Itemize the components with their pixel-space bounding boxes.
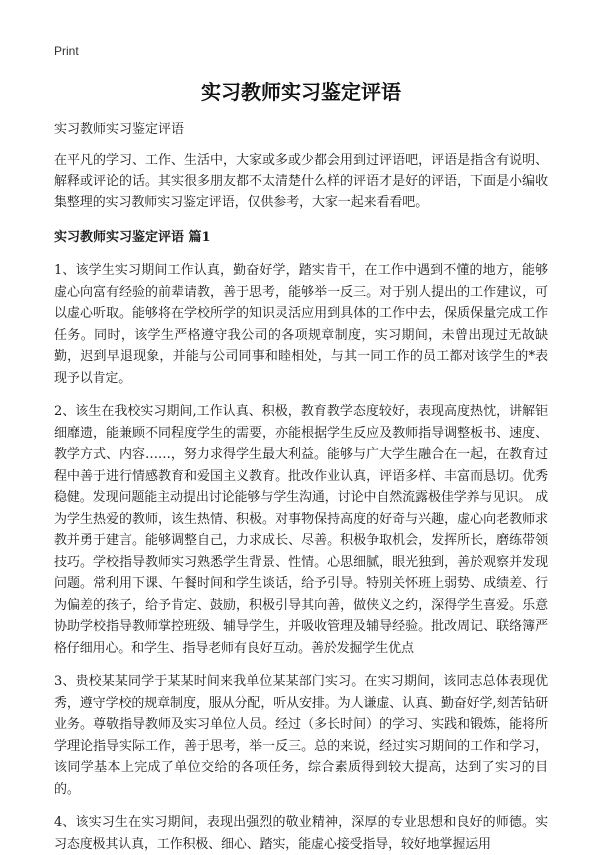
body-paragraph-2: 2、该生在我校实习期间,工作认真、积极，教育教学态度较好，表现高度热忱，讲解钜细靡遗，能兼顾不同程度学生的需要，亦能根据学生反应及教师指导调整板书、速度、教学方式、内容……，努力求得学生最大利益。能够与广大学生融合在一起，在教育过程中善于进行情感教育和爱国主义教育。批改作业认真，评语多样、丰富而恳切。优秀稳健。发现问题能主动提出讨论能够与学生沟通，讨论中自然流露极佳学养与见识。 成为学生热爱的教师，该生热情、积极。对事物保持高度的好奇与兴趣，虚心向老教师求教并勇于建言。能够调整自己，力求成长、尽善。积极争取机会，发挥所长，磨练带领技巧。学校指导教师实习熟悉学生背景、性情。心思细腻，眼光独到，善於观察并发现问题。常利用下课、午餐时间和学生谈话，给予引导。特别关怀班上弱势、成绩差、行为偏差的孩子，给予肯定、鼓励，积极引导其向善，做侠义之约，深得学生喜爱。乐意协助学校指导教师掌控班级、辅导学生，并吸收管理及辅导经验。批改周记、联络簿严格仔细用心。和学生、指导老师有良好互动。善於发掘学生优点 [54, 404, 548, 656]
intro-paragraph: 在平凡的学习、工作、生活中，大家或多或少都会用到过评语吧，评语是指含有说明、解释或评论的话。其实很多朋友都不太清楚什么样的评语才是好的评语，下面是小编收集整理的实习教师实习鉴定评语，仅供参考，大家一起来看看吧。 [54, 153, 548, 210]
document-title: 实习教师实习鉴定评语 [201, 80, 401, 104]
body-paragraph-1: 1、该学生实习期间工作认真，勤奋好学，踏实肯干，在工作中遇到不懂的地方，能够虚心向富有经验的前辈请教，善于思考，能够举一反三。对于别人提出的工作建议，可以虚心听取。能够将在学校所学的知识灵活应用到具体的工作中去，保质保量完成工作任务。同时，该学生严格遵守我公司的各项规章制度，实习期间，未曾出现过无故缺勤，迟到早退现象，并能与公司同事和睦相处，与其一同工作的员工都对该学生的*表现予以肯定。 [54, 263, 548, 386]
body-paragraph-3: 3、贵校某某同学于某某时间来我单位某某部门实习。在实习期间，该同志总体表现优秀，遵守学校的规章制度，服从分配，听从安排。为人谦虚、认真、勤奋好学,刻苦钻研业务。尊敬指导教师及实习单位人员。经过（多长时间）的学习、实践和锻炼，能将所学理论指导实际工作，善于思考，举一反三。总的来说，经过实习期间的工作和学习，该同学基本上完成了单位交给的各项任务，综合素质得到较大提高，达到了实习的目的。 [54, 674, 548, 797]
document-subtitle: 实习教师实习鉴定评语 [54, 122, 185, 137]
document-body [54, 78, 548, 855]
section-heading: 实习教师实习鉴定评语 篇1 [54, 230, 211, 245]
print-link[interactable]: Print [54, 44, 79, 58]
body-paragraph-4: 4、该实习生在实习期间，表现出强烈的敬业精神，深厚的专业思想和良好的师德。实习态度极其认真，工作积极、细心、踏实，能虚心接受指导，较好地掌握运用 [54, 815, 548, 852]
